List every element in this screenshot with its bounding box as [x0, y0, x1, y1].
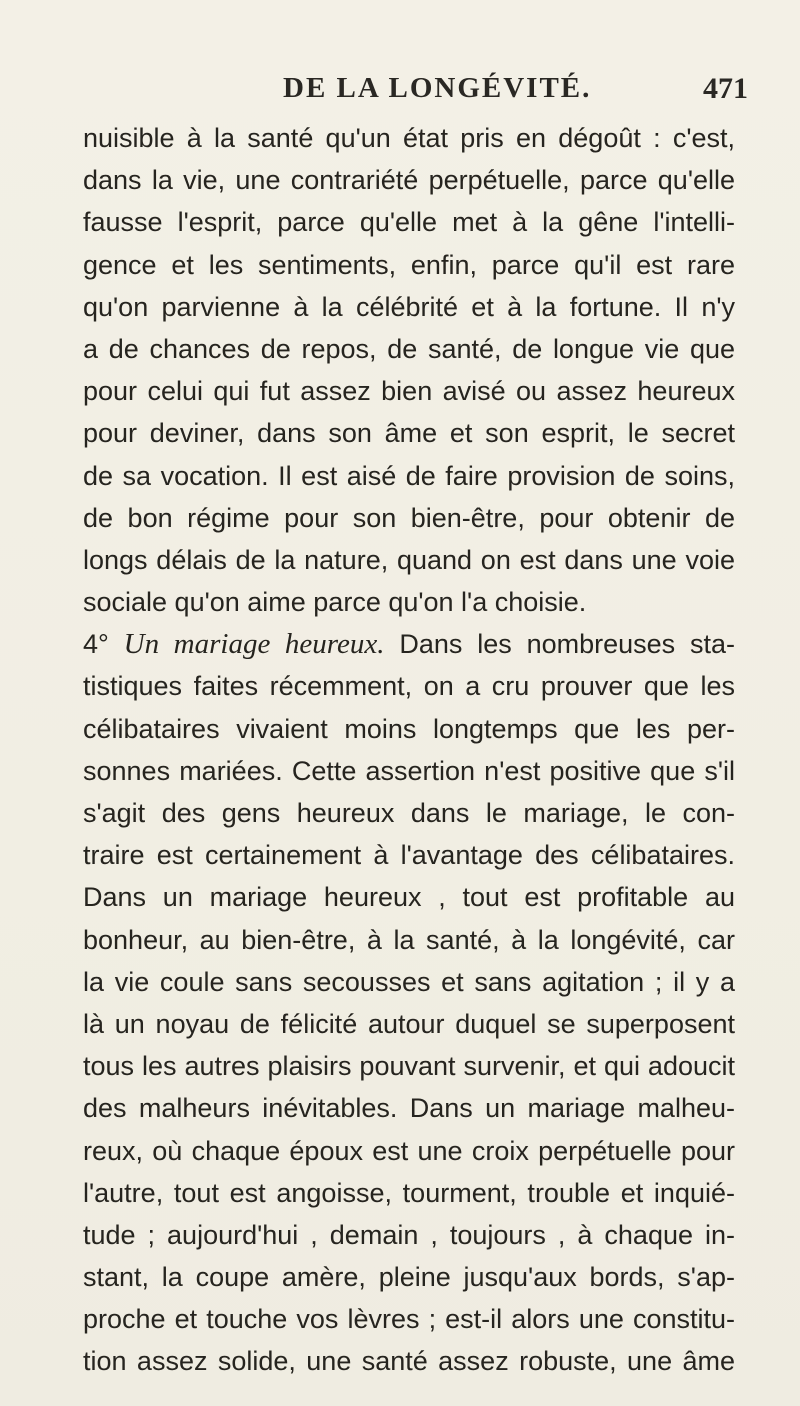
section-title: Un mariage heureux. [123, 628, 385, 661]
text-line: a de chances de repos, de santé, de longue vie que [83, 333, 735, 364]
text-line: qu'on parvienne à la célébrité et à la fortune. Il n'y [83, 291, 735, 322]
text-line: longs délais de la nature, quand on est dans une voie [83, 544, 735, 575]
running-title: DE LA LONGÉVITÉ. [283, 72, 592, 104]
text-line: pour deviner, dans son âme et son esprit, le secret [83, 418, 735, 449]
text-line: sonnes mariées. Cette assertion n'est positive que s'il [83, 755, 735, 786]
text-line: stant, la coupe amère, pleine jusqu'aux bords, s'ap- [83, 1262, 735, 1293]
text-line: pour celui qui fut assez bien avisé ou assez heureux [83, 376, 735, 407]
text-line: gence et les sentiments, enfin, parce qu'il est rare [83, 249, 735, 280]
text-line: tude ; aujourd'hui , demain , toujours , à chaque in- [83, 1219, 735, 1250]
paragraph-end-line: sociale qu'on aime parce qu'on l'a choisie. [83, 587, 587, 618]
text-line: des malheurs inévitables. Dans un mariage malheu- [83, 1093, 735, 1124]
page-number: 471 [703, 72, 748, 105]
text-line: bonheur, au bien-être, à la santé, à la longévité, car [83, 924, 735, 955]
body-text [83, 117, 735, 1383]
page-header [0, 72, 800, 112]
text-line: s'agit des gens heureux dans le mariage, le con- [83, 798, 735, 828]
text-line: célibataires vivaient moins longtemps que les per- [83, 713, 735, 744]
text-line: nuisible à la santé qu'un état pris en dégoût : c'est, [83, 123, 735, 153]
text-line: tion assez solide, une santé assez robuste, une âme [83, 1346, 735, 1377]
text-line: tous les autres plaisirs pouvant survenir, et qui adoucit [83, 1051, 735, 1082]
text-line: dans la vie, une contrariété perpétuelle, parce qu'elle [83, 165, 735, 196]
section-number: 4° [83, 629, 124, 660]
section-line-text: Dans les nombreuses sta- [384, 629, 735, 660]
text-line: de bon régime pour son bien-être, pour obtenir de [83, 502, 735, 533]
text-line: proche et touche vos lèvres ; est-il alors une constitu- [83, 1304, 735, 1335]
text-line: reux, où chaque époux est une croix perpétuelle pour [83, 1135, 735, 1166]
text-line: l'autre, tout est angoisse, tourment, trouble et inquié- [83, 1177, 735, 1208]
text-line: la vie coule sans secousses et sans agitation ; il y a [83, 966, 735, 997]
text-line: fausse l'esprit, parce qu'elle met à la gêne l'intelli- [83, 207, 735, 238]
text-line: de sa vocation. Il est aisé de faire provision de soins, [83, 460, 735, 491]
text-line: traire est certainement à l'avantage des célibataires. [83, 840, 735, 871]
text-line: Dans un mariage heureux , tout est profitable au [83, 882, 735, 913]
text-line: là un noyau de félicité autour duquel se superposent [83, 1008, 735, 1039]
section-heading-line [83, 623, 735, 665]
text-line: tistiques faites récemment, on a cru prouver que les [83, 671, 735, 702]
